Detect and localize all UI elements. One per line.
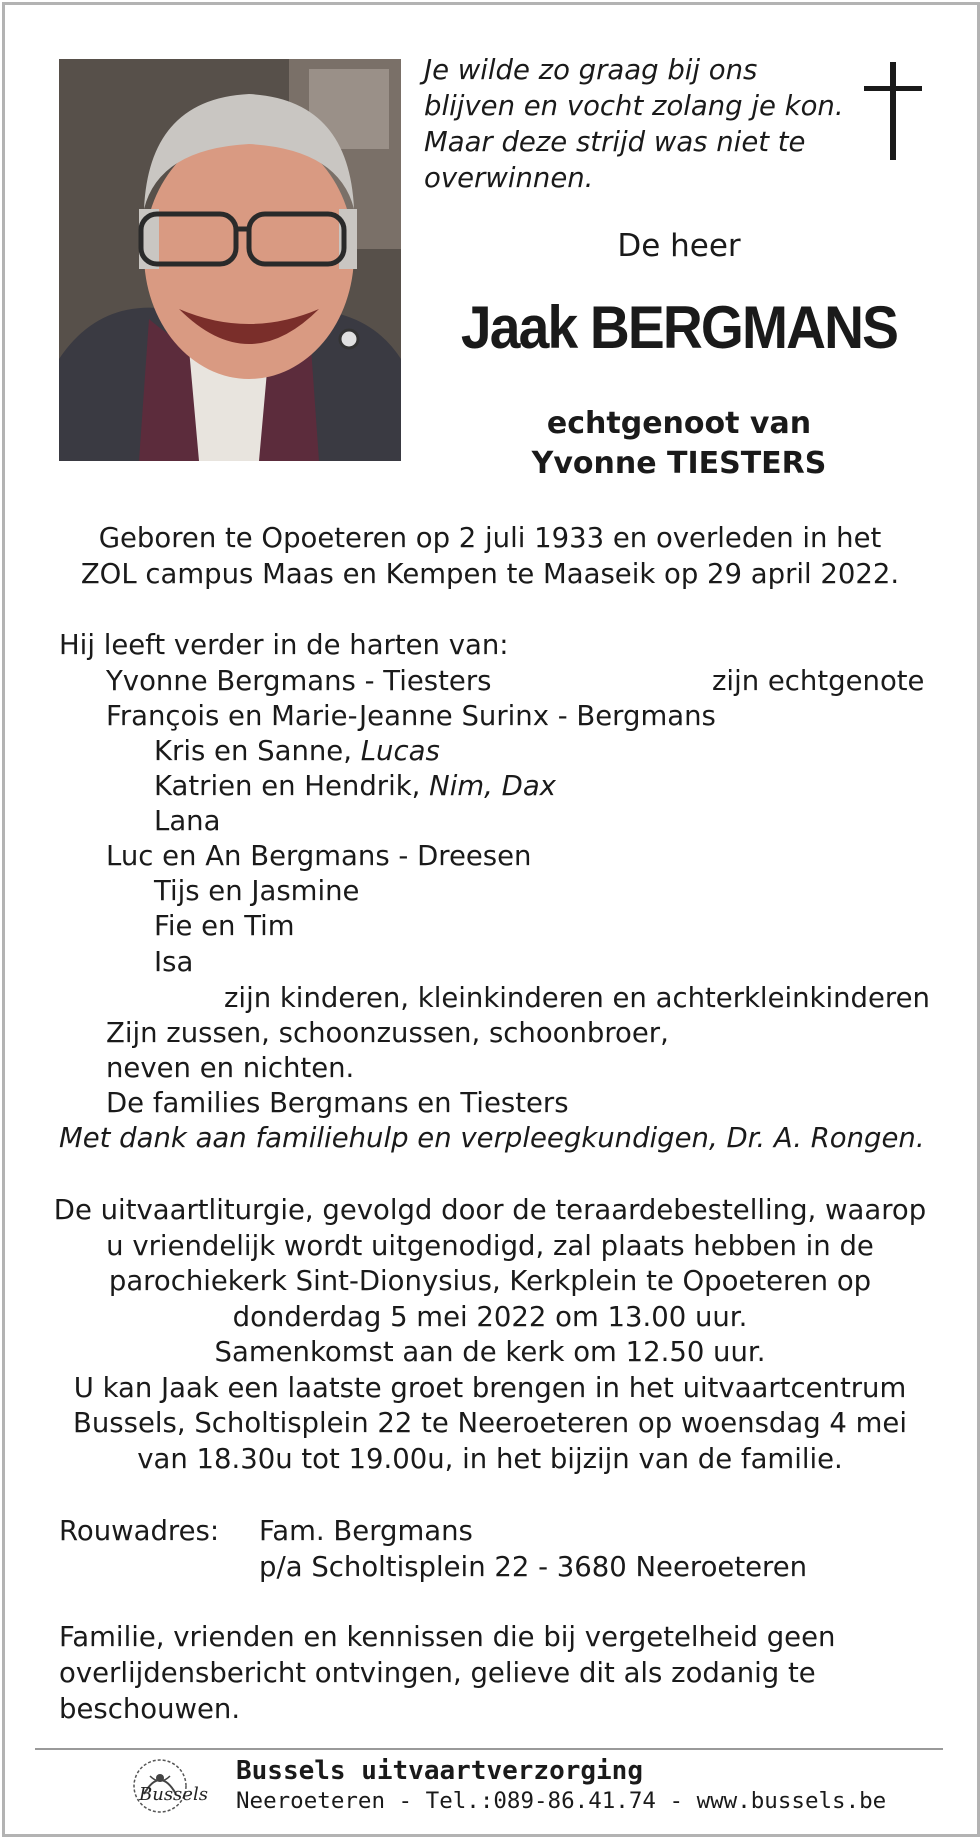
title-prefix: De heer [617, 228, 741, 264]
spouse-label: echtgenoot van [546, 406, 812, 441]
closing-line: Familie, vrienden en kennissen die bij vergetelheid geen [59, 1621, 836, 1653]
poem-line: Maar deze strijd was niet te [424, 126, 806, 158]
family-spouse-relation: zijn echtgenote [712, 665, 925, 697]
family-child: François en Marie-Jeanne Surinx - Bergmans [106, 700, 716, 732]
family-grandchild: Lana [154, 805, 221, 837]
family-intro: Hij leeft verder in de harten van: [59, 629, 509, 661]
footer-divider [35, 1748, 943, 1750]
ceremony-text [40, 1193, 940, 1477]
poem-line: overwinnen. [424, 162, 594, 194]
family-grandchild [154, 768, 556, 804]
closing-line: overlijdensbericht ontvingen, gelieve dit als zodanig te [59, 1657, 816, 1689]
address-line: Fam. Bergmans [259, 1515, 473, 1547]
spouse-name: Yvonne TIESTERS [531, 446, 827, 481]
family-grandchild: Isa [154, 946, 194, 978]
birth-death-text [40, 520, 940, 592]
logo-text: Bussels [139, 1784, 208, 1805]
poem-line: blijven en vocht zolang je kon. [424, 90, 844, 122]
ceremony-line: u vriendelijk wordt uitgenodigd, zal plaats hebben in de [106, 1229, 874, 1262]
family-spouse: Yvonne Bergmans - Tiesters [106, 665, 492, 697]
grandchild-names: Kris en Sanne, [154, 735, 361, 767]
ceremony-line: Bussels, Scholtisplein 22 te Neeroeteren op woensdag 4 mei [73, 1407, 907, 1439]
family-child: Luc en An Bergmans - Dreesen [106, 840, 532, 872]
portrait-photo [59, 59, 401, 461]
ceremony-line: De uitvaartliturgie, gevolgd door de teraardebestelling, waarop [53, 1194, 927, 1226]
ceremony-line: van 18.30u tot 19.00u, in het bijzijn van de familie. [137, 1442, 843, 1475]
deceased-name: Jaak BERGMANS [460, 294, 898, 361]
poem [424, 52, 854, 196]
family-grandchild [154, 733, 440, 769]
grandchild-names: Katrien en Hendrik, [154, 770, 430, 802]
family-grandchild: Fie en Tim [154, 910, 295, 942]
closing-text [59, 1619, 939, 1727]
address-line: p/a Scholtisplein 22 - 3680 Neeroeteren [259, 1551, 808, 1583]
greatgrandchild-names: Nim, Dax [429, 770, 556, 802]
family-siblings: neven en nichten. [106, 1052, 355, 1084]
birth-death-line: Geboren te Opoeteren op 2 juli 1933 en overleden in het [98, 522, 882, 554]
greatgrandchild-names: Lucas [360, 735, 440, 767]
family-families: De families Bergmans en Tiesters [106, 1087, 569, 1119]
ceremony-line: donderdag 5 mei 2022 om 13.00 uur. [232, 1300, 748, 1333]
company-name: Bussels uitvaartverzorging [236, 1756, 643, 1786]
cross-icon [864, 62, 922, 160]
address-label: Rouwadres: [59, 1515, 220, 1547]
family-grandchild: Tijs en Jasmine [154, 875, 360, 907]
ceremony-line: parochiekerk Sint-Dionysius, Kerkplein te Opoeteren op [108, 1265, 872, 1297]
closing-line: beschouwen. [59, 1693, 241, 1725]
family-siblings: Zijn zussen, schoonzussen, schoonbroer, [106, 1017, 669, 1049]
company-contact: Neeroeteren - Tel.:089-86.41.74 - www.bussels.be [236, 1788, 887, 1814]
poem-line: Je wilde zo graag bij ons [424, 54, 758, 86]
family-children-relation: zijn kinderen, kleinkinderen en achterkleinkinderen [224, 982, 930, 1014]
family-thanks: Met dank aan familiehulp en verpleegkundigen, Dr. A. Rongen. [59, 1122, 925, 1154]
ceremony-line: U kan Jaak een laatste groet brengen in het uitvaartcentrum [73, 1371, 907, 1404]
birth-death-line: ZOL campus Maas en Kempen te Maaseik op 29 april 2022. [80, 558, 900, 590]
ceremony-line: Samenkomst aan de kerk om 12.50 uur. [214, 1336, 766, 1368]
